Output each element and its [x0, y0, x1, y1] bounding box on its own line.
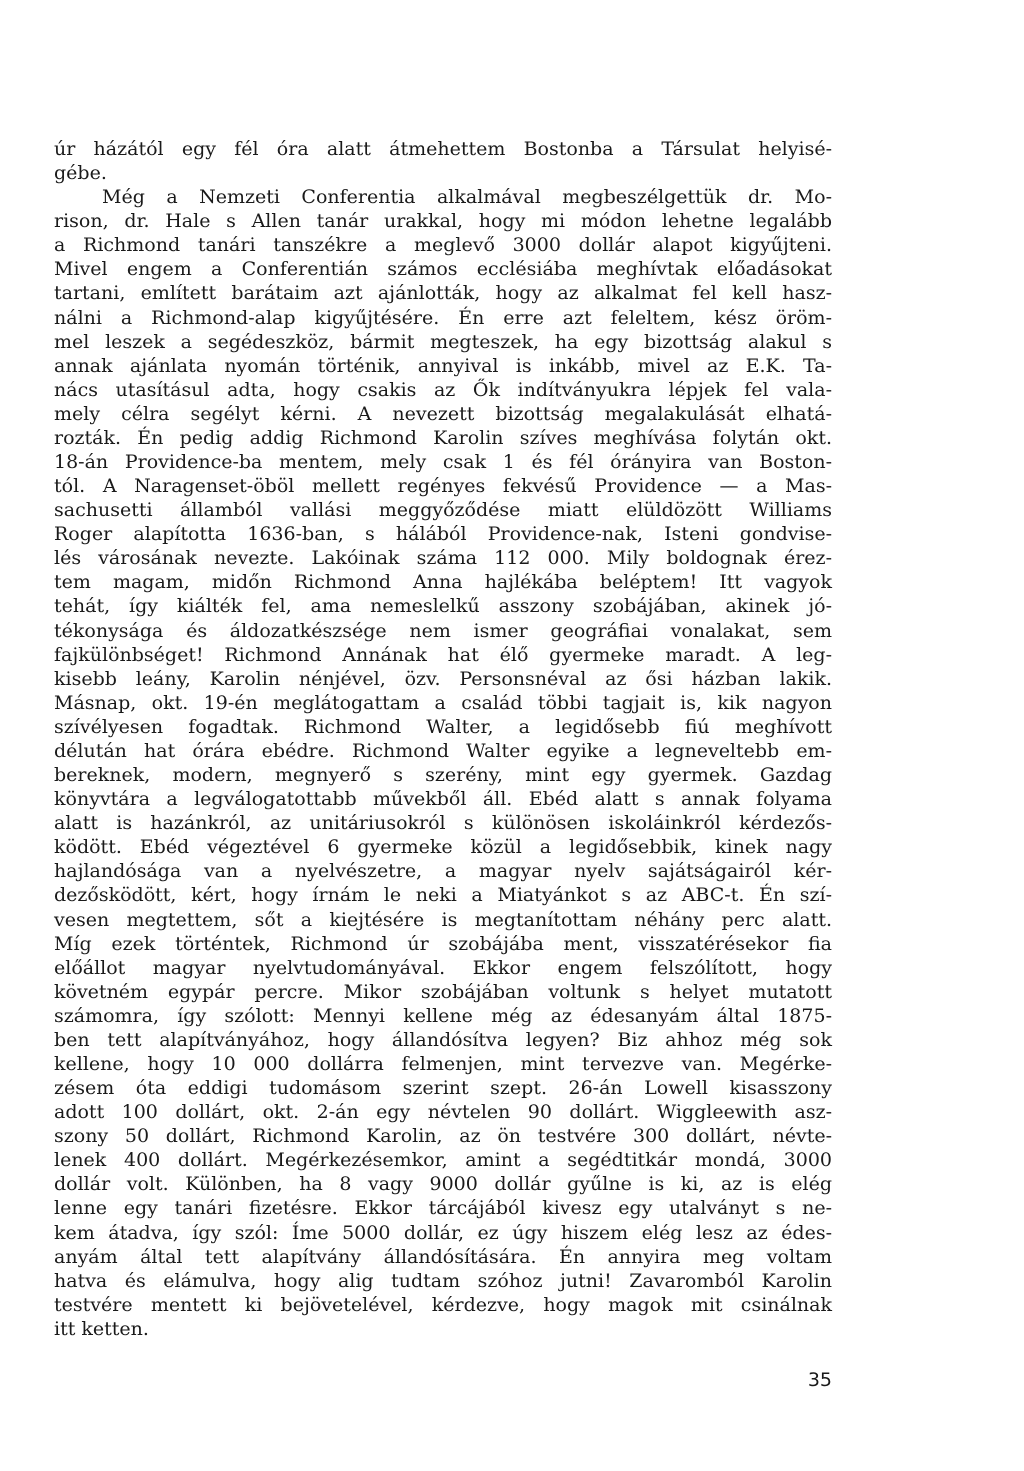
body-text [54, 137, 832, 1341]
text-line: zésem óta eddigi tudomásom szerint szept. 26-án Lowell kisasszony [54, 1077, 832, 1100]
text-line: úr házától egy fél óra alatt átmehettem Bostonba a Társulat helyisé- [54, 138, 832, 160]
text-line: bereknek, modern, megnyerő s szerény, mint egy gyermek. Gazdag [54, 764, 832, 787]
text-line: annak ajánlata nyomán történik, annyival is inkább, mivel az E.K. Ta- [54, 354, 832, 377]
text-line: ködött. Ebéd végeztével 6 gyermeke közül a legidősebbik, kinek nagy [54, 836, 832, 859]
text-line: nács utasításul adta, hogy csakis az Ők indítványukra lépjek fel vala- [54, 378, 832, 401]
text-line: Roger alapította 1636-ban, s hálából Providence-nak, Isteni gondvise- [54, 523, 832, 546]
text-line: Míg ezek történtek, Richmond úr szobájába ment, visszatérésekor fia [54, 932, 832, 955]
text-line: 18-án Providence-ba mentem, mely csak 1 és fél órányira van Boston- [54, 451, 832, 474]
text-line: tehát, így kiálték fel, ama nemeslelkű asszony szobájában, akinek jó- [54, 595, 832, 618]
text-line: Másnap, okt. 19-én meglátogattam a család többi tagjait is, kik nagyon [54, 691, 832, 714]
text-line: követném egypár percre. Mikor szobájában voltunk s helyet mutatott [54, 980, 832, 1003]
text-line: nálni a Richmond-alap kigyűjtésére. Én erre azt feleltem, kész öröm- [54, 306, 832, 329]
text-line: fajkülönbséget! Richmond Annának hat élő gyermeke maradt. A leg- [54, 643, 832, 666]
text-line: mely célra segélyt kérni. A nevezett bizottság megalakulását elhatá- [54, 402, 832, 425]
text-line: tem magam, midőn Richmond Anna hajlékába beléptem! Itt vagyok [54, 571, 832, 594]
text-line: szony 50 dollárt, Richmond Karolin, az ön testvére 300 dollárt, névte- [54, 1125, 832, 1148]
text-line: kellene, hogy 10 000 dollárra felmenjen, mint tervezve van. Megérke- [54, 1052, 832, 1075]
text-line: lés városának nevezte. Lakóinak száma 112 000. Mily boldognak érez- [54, 547, 832, 570]
text-line: sachusetti államból vallási meggyőződése miatt elüldözött Williams [54, 499, 832, 522]
text-line: kem átadva, így szól: Íme 5000 dollár, ez úgy hiszem elég lesz az édes- [54, 1221, 832, 1244]
page-number: 35 [807, 1369, 832, 1391]
text-line: Mivel engem a Conferentián számos ecclésiába meghívtak előadásokat [54, 258, 832, 281]
text-line: adott 100 dollárt, okt. 2-án egy névtelen 90 dollárt. Wiggleewith asz- [54, 1101, 832, 1124]
text-line: lenek 400 dollárt. Megérkezésemkor, amint a segédtitkár mondá, 3000 [54, 1149, 832, 1172]
text-line: tól. A Naragenset-öböl mellett regényes fekvésű Providence — a Mas- [54, 475, 832, 498]
text-line: könyvtára a legválogatottabb művekből áll. Ebéd alatt s annak folyama [54, 788, 832, 811]
text-line: délután hat órára ebédre. Richmond Walter egyike a legneveltebb em- [54, 739, 832, 762]
text-line: testvére mentett ki bejövetelével, kérdezve, hogy magok mit csinálnak [54, 1293, 832, 1316]
text-line: előállot magyar nyelvtudományával. Ekkor engem felszólított, hogy [54, 956, 832, 979]
text-line: rozták. Én pedig addig Richmond Karolin szíves meghívása folytán okt. [54, 426, 832, 449]
text-line: dollár volt. Különben, ha 8 vagy 9000 dollár gyűlne is ki, az is elég [54, 1173, 832, 1196]
text-line: rison, dr. Hale s Allen tanár urakkal, hogy mi módon lehetne legalább [54, 210, 832, 233]
text-line: lenne egy tanári fizetésre. Ekkor tárcájából kivesz egy utalványt s ne- [54, 1197, 832, 1220]
text-line: Még a Nemzeti Conferentia alkalmával megbeszélgettük dr. Mo- [102, 186, 832, 209]
text-line: anyám által tett alapítvány állandósítására. Én annyira meg voltam [54, 1245, 832, 1268]
text-line: a Richmond tanári tanszékre a meglevő 3000 dollár alapot kigyűjteni. [54, 234, 832, 257]
text-line: tékonysága és áldozatkészsége nem ismer geográfiai vonalakat, sem [54, 619, 832, 642]
text-line: gébe. [54, 162, 107, 185]
text-line: hatva és elámulva, hogy alig tudtam szóhoz jutni! Zavaromból Karolin [54, 1269, 832, 1292]
text-line: ben tett alapítványához, hogy állandósítva legyen? Biz ahhoz még sok [54, 1028, 832, 1051]
text-line: szívélyesen fogadtak. Richmond Walter, a legidősebb fiú meghívott [54, 715, 832, 738]
text-line: vesen megtettem, sőt a kiejtésére is megtanítottam néhány perc alatt. [54, 908, 832, 931]
text-line: számomra, így szólott: Mennyi kellene még az édesanyám által 1875- [54, 1004, 832, 1027]
text-line: alatt is hazánkról, az unitáriusokról s különösen iskoláinkról kérdezős- [54, 812, 832, 835]
text-line: mel leszek a segédeszköz, bármit megteszek, ha egy bizottság alakul s [54, 330, 832, 353]
text-line: tartani, említett barátaim azt ajánlották, hogy az alkalmat fel kell hasz- [54, 282, 832, 305]
text-line: hajlandósága van a nyelvészetre, a magyar nyelv sajátságairól kér- [54, 860, 832, 883]
text-line: dezősködött, kért, hogy írnám le neki a Miatyánkot s az ABC-t. Én szí- [54, 884, 832, 907]
text-line: itt ketten. [54, 1317, 149, 1340]
text-line: kisebb leány, Karolin nénjével, özv. Personsnéval az ősi házban lakik. [54, 667, 832, 690]
